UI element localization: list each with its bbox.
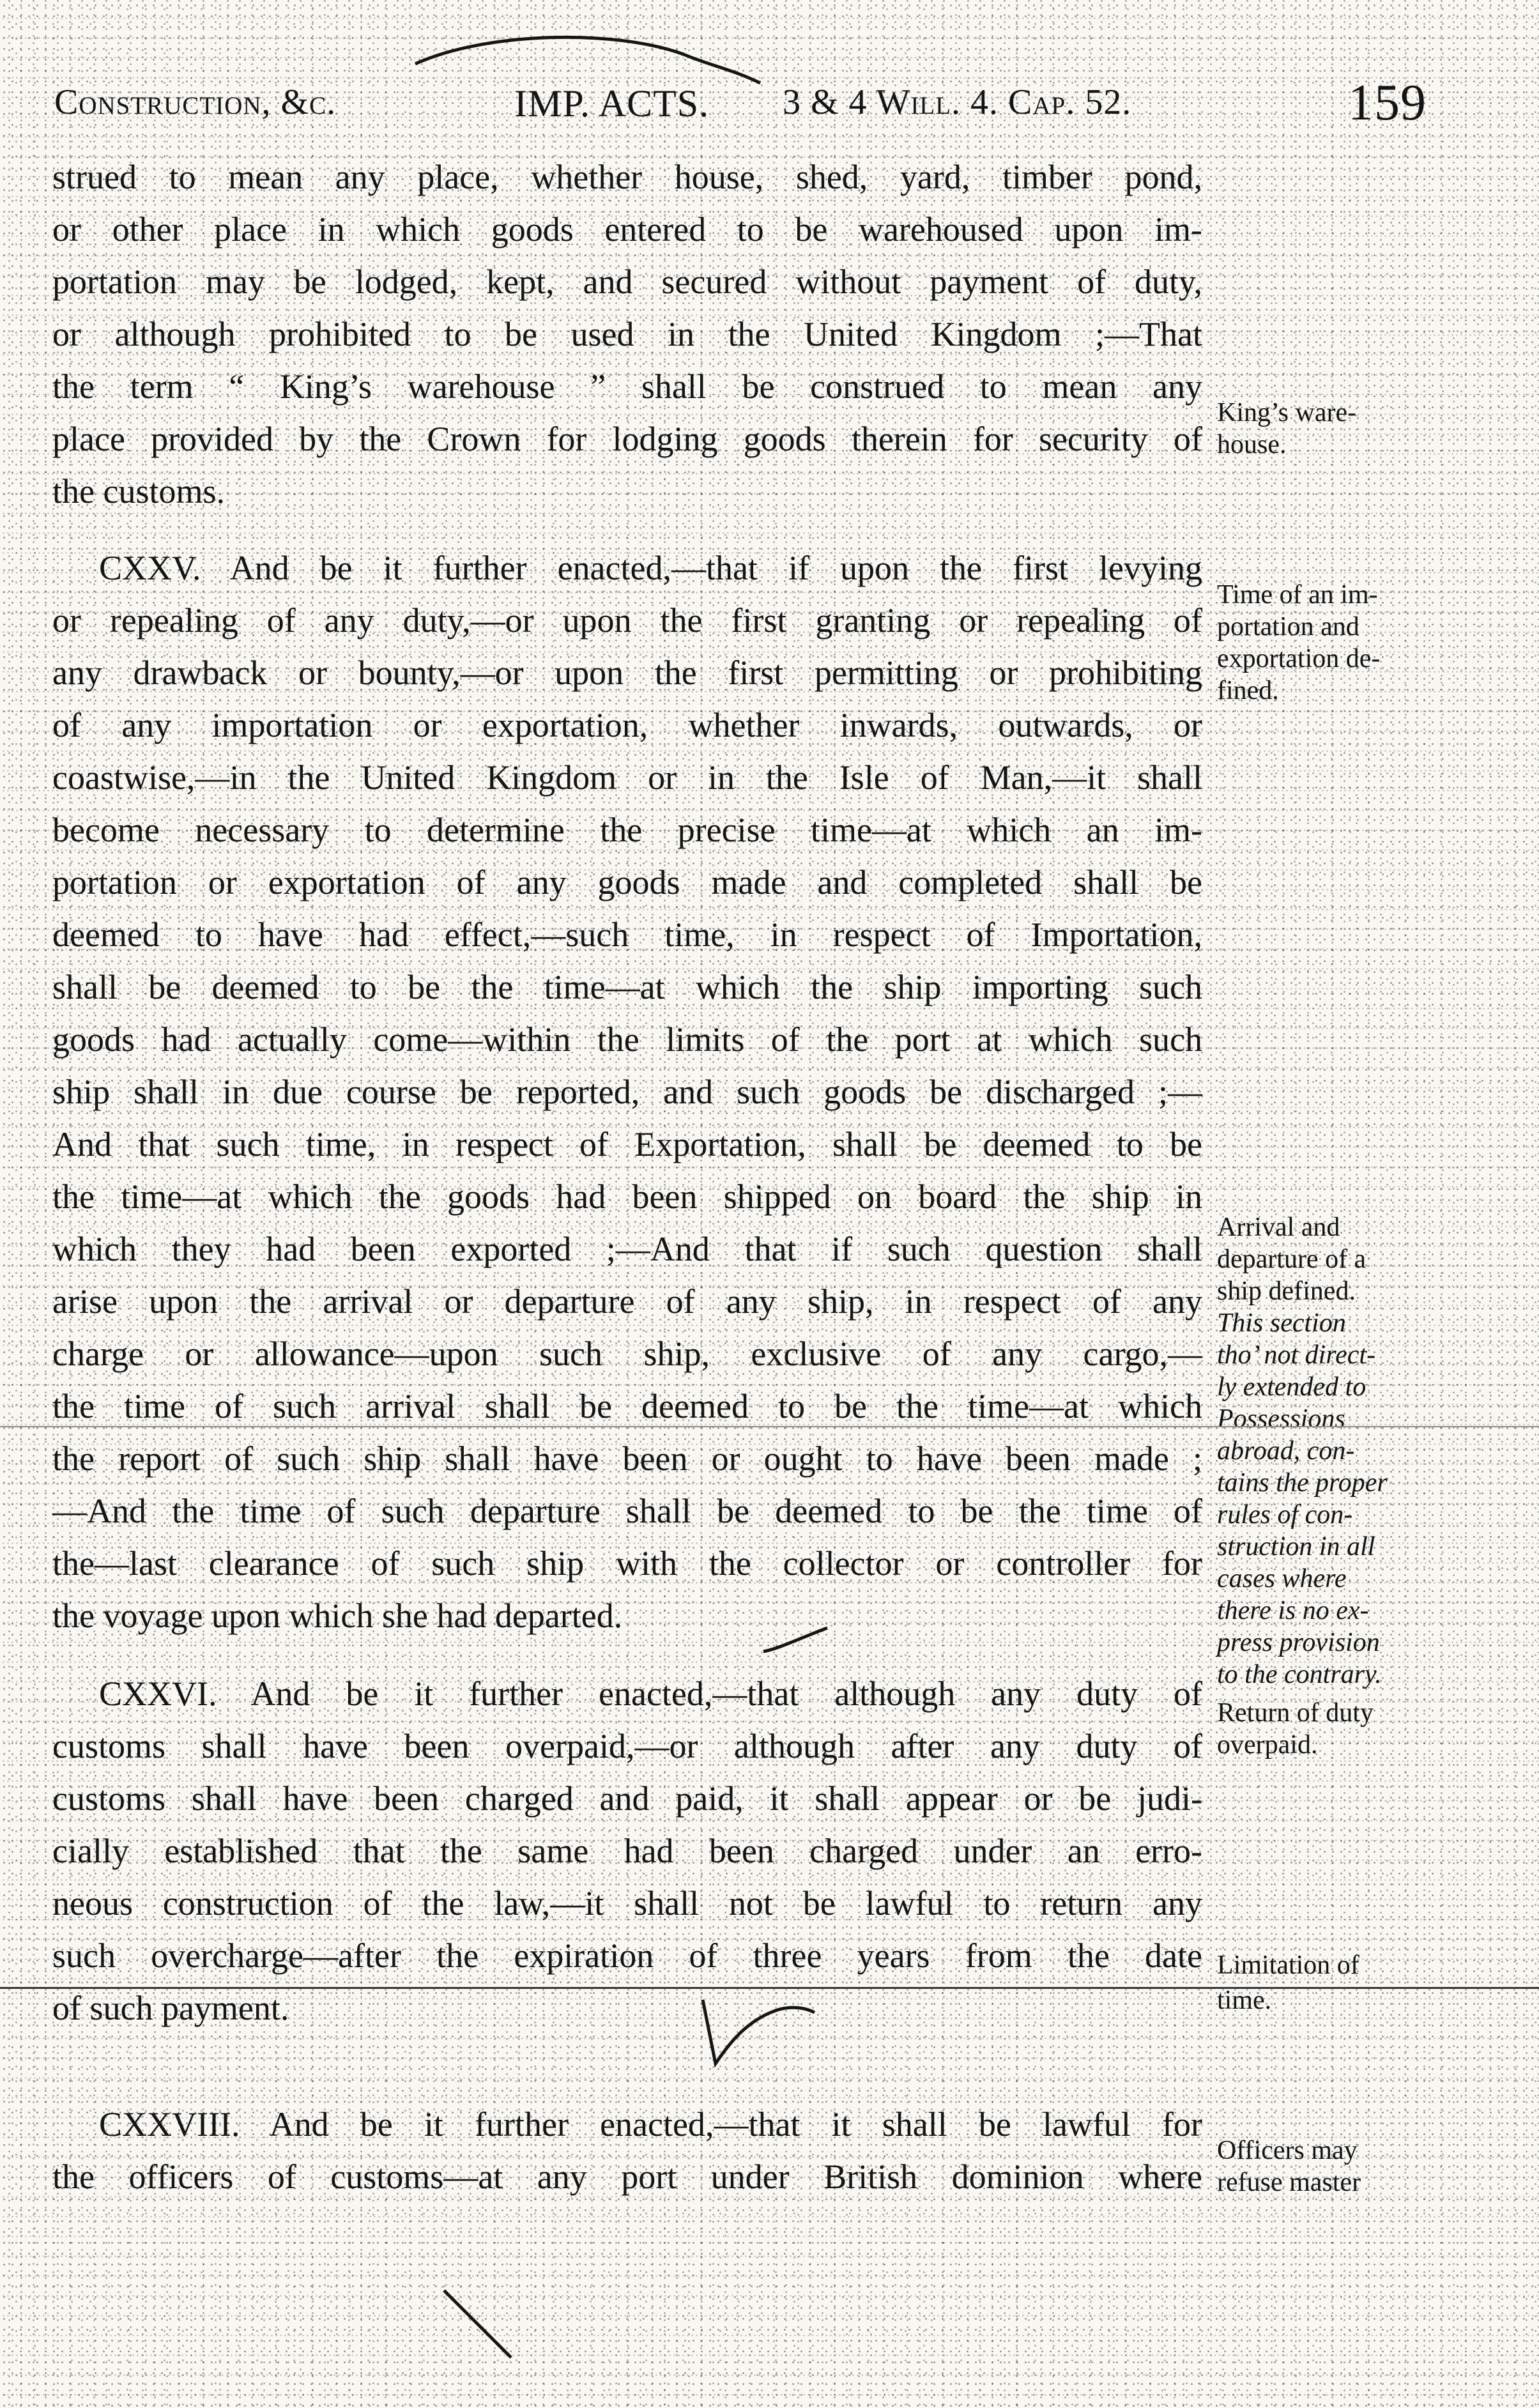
- body-line: customs shall have been charged and paid, it shall appear or be judi-: [52, 1779, 1202, 1818]
- body-line: the voyage upon which she had departed.: [52, 1597, 623, 1635]
- margin-note: Arrival and: [1217, 1213, 1340, 1242]
- body-line: of such payment.: [52, 1989, 289, 2027]
- body-line: or other place in which goods entered to be warehoused upon im-: [52, 210, 1202, 249]
- body-line: any drawback or bounty,—or upon the first permitting or prohibiting: [52, 654, 1202, 692]
- margin-note: tho’ not direct-: [1217, 1340, 1376, 1370]
- body-line: deemed to have had effect,—such time, in respect of Importation,: [52, 916, 1202, 954]
- body-line: such overcharge—after the expiration of three years from the date: [52, 1936, 1202, 1975]
- body-line: the officers of customs—at any port under British dominion where: [52, 2158, 1202, 2196]
- body-line: goods had actually come—within the limits of the port at which such: [52, 1020, 1202, 1059]
- margin-note: there is no ex-: [1217, 1596, 1369, 1625]
- margin-note: Return of duty: [1217, 1698, 1374, 1728]
- margin-note: fined.: [1217, 676, 1279, 705]
- margin-note: tains the proper: [1217, 1468, 1388, 1498]
- body-line: strued to mean any place, whether house, shed, yard, timber pond,: [52, 158, 1202, 196]
- margin-note: This section: [1217, 1308, 1346, 1338]
- body-line: of any importation or exportation, whether inwards, outwards, or: [52, 706, 1202, 744]
- header-acts-label: IMP. ACTS.: [514, 82, 710, 125]
- margin-note: house.: [1217, 430, 1287, 459]
- margin-note: struction in all: [1217, 1532, 1375, 1561]
- body-line: the term “ King’s warehouse ” shall be construed to mean any: [52, 367, 1202, 406]
- body-line: the—last clearance of such ship with the collector or controller for: [52, 1544, 1202, 1583]
- body-line: arise upon the arrival or departure of any ship, in respect of any: [52, 1282, 1202, 1321]
- margin-note: abroad, con-: [1217, 1436, 1355, 1466]
- section-heading-cxxvi: CXXVI. And be it further enacted,—that although any duty of: [99, 1675, 1202, 1713]
- body-line: the time of such arrival shall be deemed to be the time—at which: [52, 1387, 1202, 1425]
- body-line: which they had been exported ;—And that if such question shall: [52, 1230, 1202, 1268]
- margin-note: rules of con-: [1217, 1500, 1353, 1530]
- margin-note: departure of a: [1217, 1245, 1367, 1274]
- body-line: portation may be lodged, kept, and secured without payment of duty,: [52, 263, 1202, 301]
- header-chapter-citation: 3 & 4 Will. 4. Cap. 52.: [783, 82, 1132, 122]
- body-line: or repealing of any duty,—or upon the first granting or repealing of: [52, 601, 1202, 640]
- margin-note: cases where: [1217, 1564, 1347, 1593]
- margin-note: King’s ware-: [1217, 398, 1357, 427]
- body-line: coastwise,—in the United Kingdom or in the Isle of Man,—it shall: [52, 758, 1202, 797]
- body-line: the time—at which the goods had been shipped on board the ship in: [52, 1177, 1202, 1216]
- pen-mark-flourish: [760, 1623, 831, 1661]
- page-number: 159: [1348, 75, 1427, 131]
- header-section-title: Construction, &c.: [54, 82, 337, 122]
- body-line: customs shall have been overpaid,—or although after any duty of: [52, 1727, 1202, 1765]
- margin-note: portation and: [1217, 612, 1359, 641]
- margin-note: overpaid.: [1217, 1730, 1318, 1760]
- body-line: become necessary to determine the precise time—at which an im-: [52, 811, 1202, 849]
- margin-note: Possessions: [1217, 1404, 1345, 1434]
- margin-note: Officers may: [1217, 2136, 1358, 2165]
- margin-note: ship defined.: [1217, 1277, 1356, 1306]
- margin-note: Limitation of: [1217, 1951, 1359, 1980]
- pen-mark-checkmark: [690, 1974, 818, 2076]
- body-line: charge or allowance—upon such ship, exclusive of any cargo,—: [52, 1335, 1202, 1373]
- body-line: cially established that the same had been charged under an erro-: [52, 1832, 1202, 1870]
- body-line: And that such time, in respect of Exportation, shall be deemed to be: [52, 1125, 1202, 1163]
- margin-note: to the contrary.: [1217, 1660, 1382, 1689]
- scan-fold-line: [0, 1426, 1539, 1427]
- margin-note: press provision: [1217, 1628, 1380, 1657]
- body-line: the report of such ship shall have been or ought to have been made ;: [52, 1439, 1202, 1478]
- margin-note: time.: [1217, 1986, 1272, 2015]
- margin-note: ly extended to: [1217, 1372, 1367, 1402]
- body-line: portation or exportation of any goods made and completed shall be: [52, 863, 1202, 901]
- body-line: ship shall in due course be reported, and such goods be discharged ;—: [52, 1073, 1202, 1111]
- body-line: —And the time of such departure shall be deemed to be the time of: [52, 1492, 1202, 1530]
- body-line: place provided by the Crown for lodging goods therein for security of: [52, 420, 1202, 458]
- body-line: or although prohibited to be used in the United Kingdom ;—That: [52, 315, 1202, 353]
- body-line: the customs.: [52, 472, 225, 510]
- margin-note: refuse master: [1217, 2168, 1361, 2197]
- pen-mark-bottom: [441, 2287, 517, 2364]
- margin-note: exportation de-: [1217, 644, 1381, 673]
- body-line: neous construction of the law,—it shall not be lawful to return any: [52, 1884, 1202, 1922]
- body-line: shall be deemed to be the time—at which the ship importing such: [52, 968, 1202, 1006]
- section-heading-cxxviii: CXXVIII. And be it further enacted,—that it shall be lawful for: [99, 2105, 1202, 2143]
- section-heading-cxxv: CXXV. And be it further enacted,—that if upon the first levying: [99, 549, 1202, 587]
- pen-mark-top: [409, 26, 767, 102]
- margin-note: Time of an im-: [1217, 580, 1378, 610]
